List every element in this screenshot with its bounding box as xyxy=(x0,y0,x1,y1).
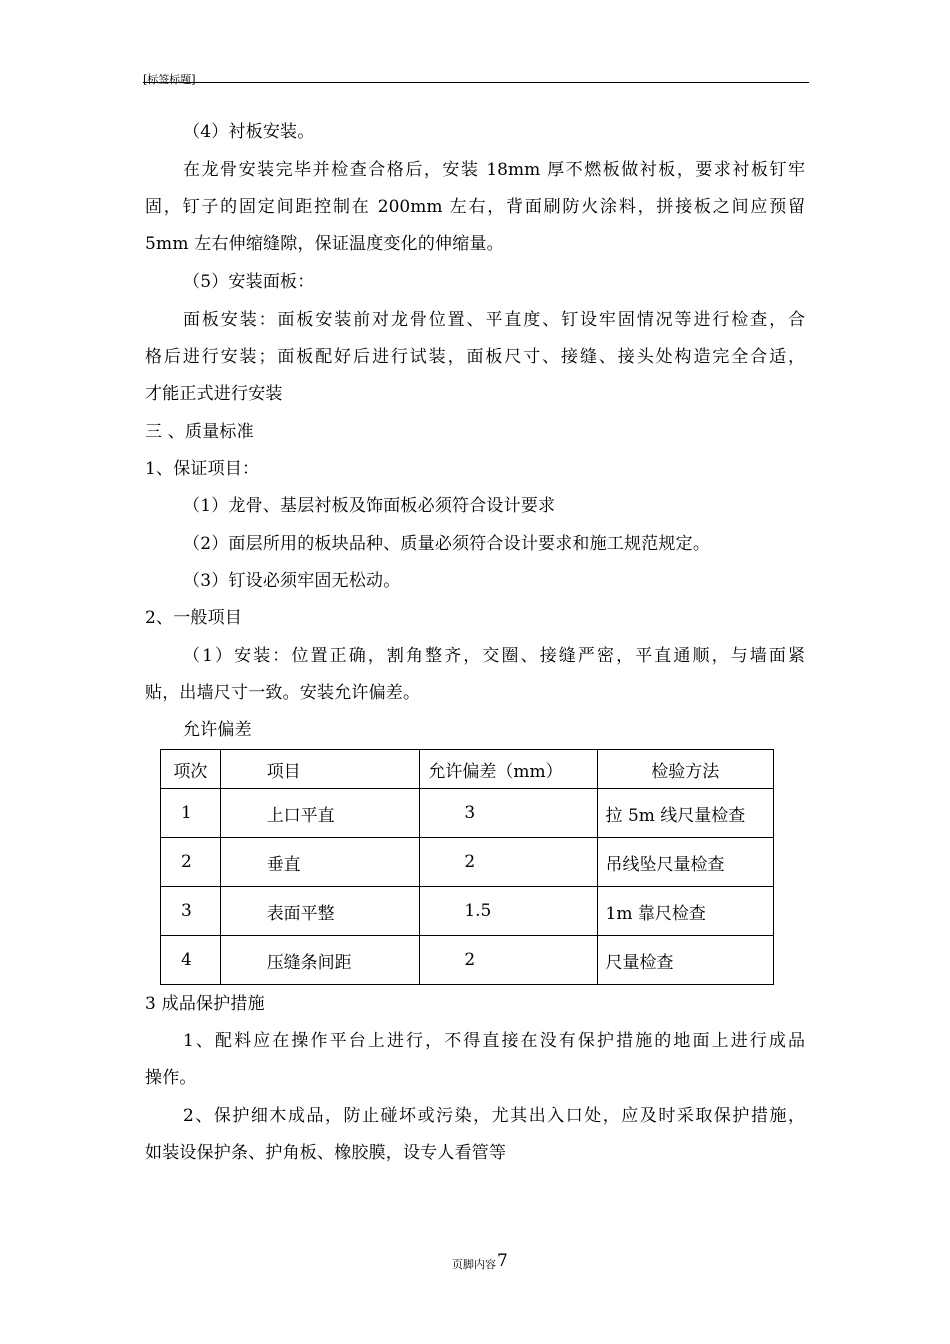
guarantee-item-2: （2）面层所用的板块品种、质量必须符合设计要求和施工规范规定。 xyxy=(183,534,711,554)
cell-method: 拉 5m 线尺量检查 xyxy=(597,789,773,838)
header-cell-tolerance: 允许偏差（mm） xyxy=(420,750,597,789)
table-caption: 允许偏差 xyxy=(183,720,252,740)
cell-method: 尺量检查 xyxy=(597,936,773,985)
quality-title: 三 、质量标准 xyxy=(145,422,254,442)
cell-index: 3 xyxy=(161,887,221,936)
table-row xyxy=(161,789,774,838)
cell-item: 压缝条间距 xyxy=(220,936,420,985)
page-number: 7 xyxy=(497,1251,508,1271)
header-cell-method: 检验方法 xyxy=(597,750,773,789)
cell-item: 上口平直 xyxy=(220,789,420,838)
protection-item-2-line-2: 如装设保护条、护角板、橡胶膜，设专人看管等 xyxy=(145,1143,507,1163)
header-cell-index: 项次 xyxy=(161,750,221,789)
cell-method: 1m 靠尺检查 xyxy=(597,887,773,936)
footer-label: 页脚内容 xyxy=(452,1258,496,1271)
section-5-line-1: 面板安装：面板安装前对龙骨位置、平直度、钉设牢固情况等进行检查，合 xyxy=(183,310,805,330)
section-4-line-3: 5mm 左右伸缩缝隙，保证温度变化的伸缩量。 xyxy=(145,234,504,254)
header-rule xyxy=(143,82,809,83)
protection-item-2-line-1: 2、保护细木成品，防止碰坏或污染，尤其出入口处，应及时采取保护措施， xyxy=(183,1106,805,1126)
table-header-row xyxy=(161,750,774,789)
section-4-heading: （4）衬板安装。 xyxy=(183,122,315,142)
cell-index: 2 xyxy=(161,838,221,887)
page-footer xyxy=(452,1251,508,1272)
header-label: [标签标题] xyxy=(143,73,196,86)
cell-item: 垂直 xyxy=(220,838,420,887)
table-row xyxy=(161,887,774,936)
cell-method: 吊线坠尺量检查 xyxy=(597,838,773,887)
deviation-table xyxy=(160,749,774,985)
table-row xyxy=(161,936,774,985)
header-cell-item: 项目 xyxy=(220,750,420,789)
cell-index: 4 xyxy=(161,936,221,985)
section-4-line-2: 固，钉子的固定间距控制在 200mm 左右，背面刷防火涂料，拼接板之间应预留 xyxy=(145,197,805,217)
section-5-line-2: 格后进行安装；面板配好后进行试装，面板尺寸、接缝、接头处构造完全合适， xyxy=(145,347,805,367)
general-line-1: （1）安装：位置正确，割角整齐，交圈、接缝严密，平直通顺，与墙面紧 xyxy=(183,646,805,666)
cell-index: 1 xyxy=(161,789,221,838)
cell-tolerance: 2 xyxy=(420,936,597,985)
cell-item: 表面平整 xyxy=(220,887,420,936)
cell-tolerance: 3 xyxy=(420,789,597,838)
cell-tolerance: 1.5 xyxy=(420,887,597,936)
section-5-heading: （5）安装面板： xyxy=(183,272,315,292)
table-row xyxy=(161,838,774,887)
protection-item-1-line-1: 1、配料应在操作平台上进行，不得直接在没有保护措施的地面上进行成品 xyxy=(183,1031,805,1051)
guarantee-title: 1、保证项目： xyxy=(145,459,260,479)
protection-title: 3 成品保护措施 xyxy=(145,994,265,1014)
protection-item-1-line-2: 操作。 xyxy=(145,1068,197,1088)
guarantee-item-3: （3）钉设必须牢固无松动。 xyxy=(183,571,401,591)
general-line-2: 贴，出墙尺寸一致。安装允许偏差。 xyxy=(145,683,421,703)
general-title: 2、一般项目 xyxy=(145,608,243,628)
guarantee-item-1: （1）龙骨、基层衬板及饰面板必须符合设计要求 xyxy=(183,496,556,516)
section-5-line-3: 才能正式进行安装 xyxy=(145,384,283,404)
cell-tolerance: 2 xyxy=(420,838,597,887)
section-4-line-1: 在龙骨安装完毕并检查合格后，安装 18mm 厚不燃板做衬板，要求衬板钉牢 xyxy=(183,160,805,180)
